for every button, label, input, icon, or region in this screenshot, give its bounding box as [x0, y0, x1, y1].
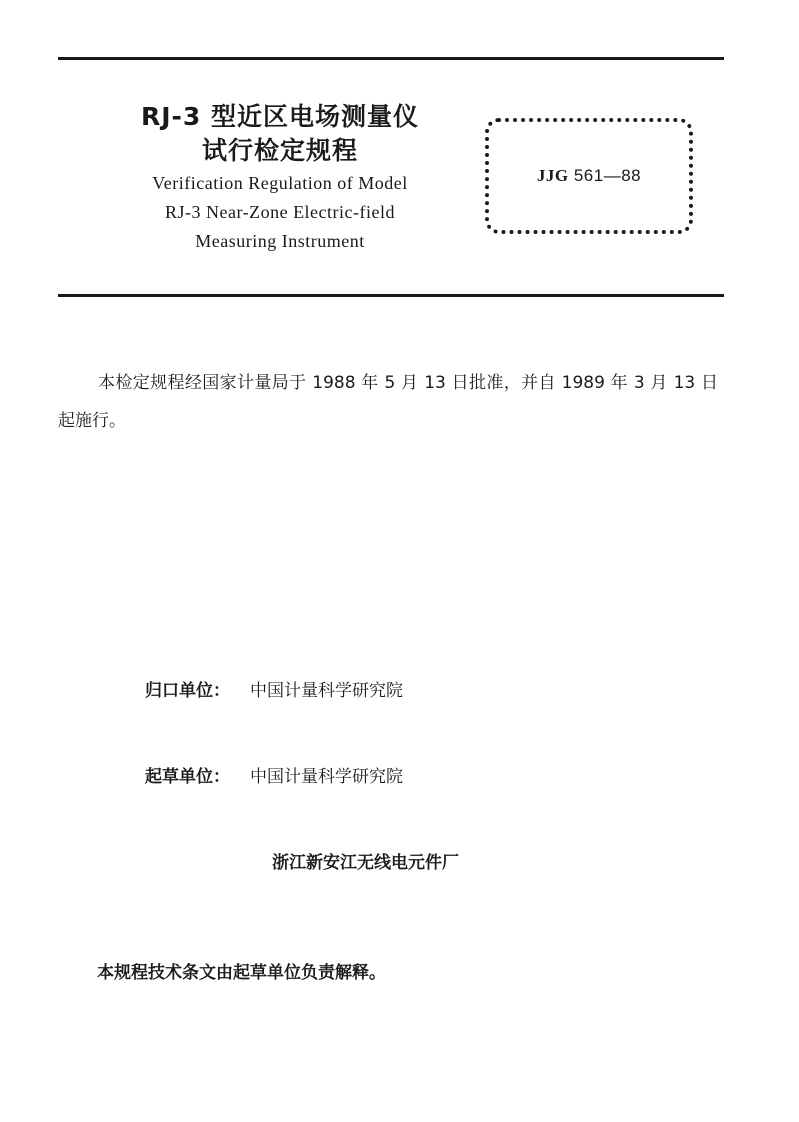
co-drafter: 浙江新安江无线电元件厂	[272, 853, 459, 873]
top-rule	[58, 57, 724, 60]
bottom-rule	[58, 294, 724, 297]
responsible-unit-label: 归口单位：	[145, 681, 230, 701]
drafting-unit-row	[145, 762, 403, 787]
drafting-unit-value: 中国计量科学研究院	[250, 767, 403, 787]
interpretation-note: 本规程技术条文由起草单位负责解释。	[97, 963, 386, 983]
standard-code	[489, 166, 689, 186]
title-en-line3: Measuring Instrument	[195, 231, 365, 251]
title-en-line1: Verification Regulation of Model	[152, 173, 408, 193]
code-number: 561—88	[573, 166, 642, 185]
title-en-line2: RJ-3 Near-Zone Electric-field	[164, 202, 396, 222]
code-prefix: JJG	[536, 166, 569, 185]
responsible-unit-row	[145, 676, 403, 701]
approval-statement: 本检定规程经国家计量局于 1988 年 5 月 13 日批准，并自 1989 年 3 月 13 日起施行。	[58, 373, 718, 431]
title-block	[95, 100, 465, 255]
drafting-unit-label: 起草单位：	[145, 767, 230, 787]
standard-code-box	[485, 118, 693, 234]
responsible-unit-value: 中国计量科学研究院	[250, 681, 403, 701]
title-cn-line2: 试行检定规程	[201, 136, 358, 165]
title-cn-line1: RJ-3 型近区电场测量仪	[140, 102, 420, 131]
